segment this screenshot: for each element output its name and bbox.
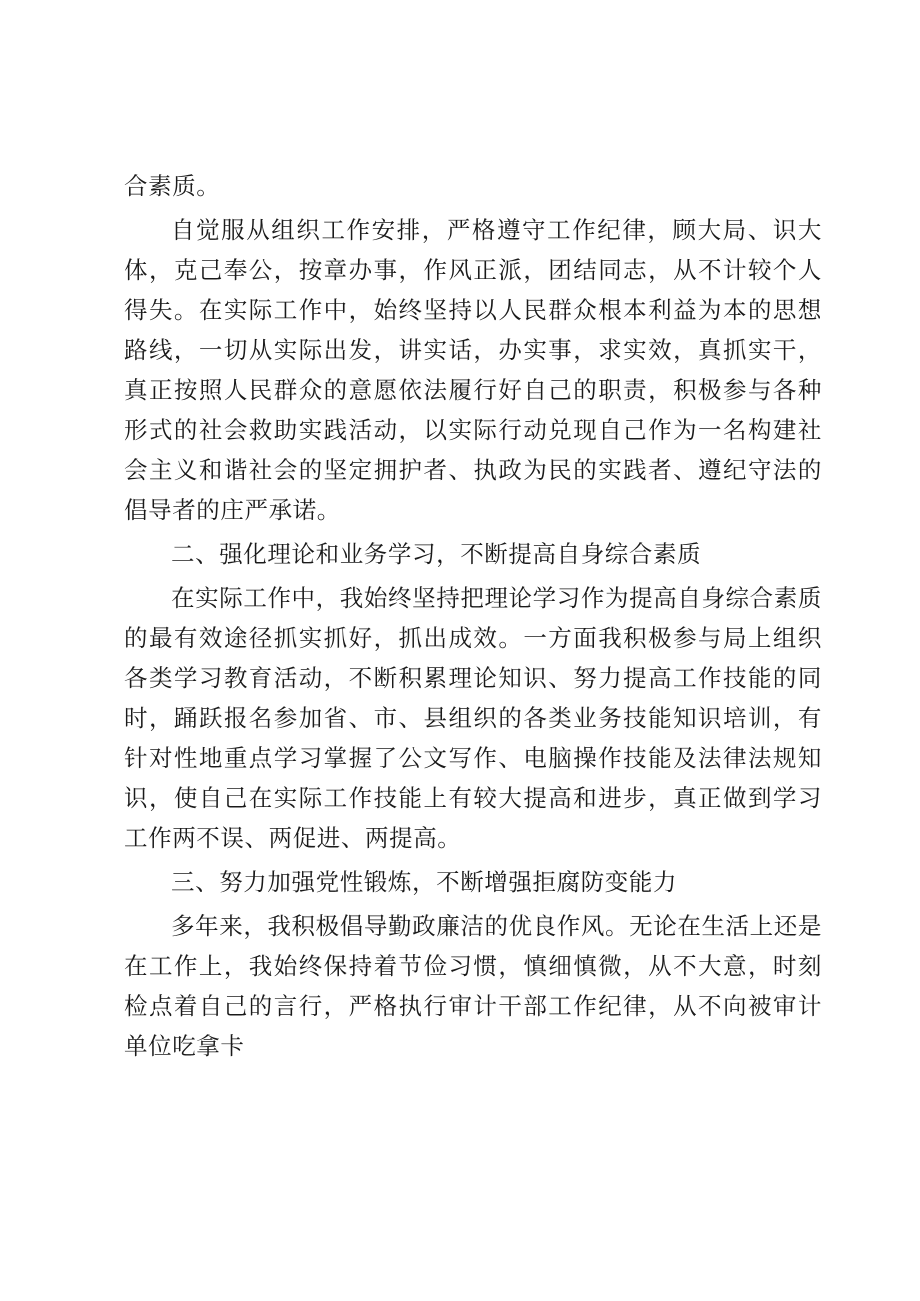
- paragraph-study: 在实际工作中，我始终坚持把理论学习作为提高自身综合素质的最有效途径抓实抓好，抓出成效。一方面我积极参与局上组织各类学习教育活动，不断积累理论知识、努力提高工作技能的同时，踊跃报名参加省、市、县组织的各类业务技能知识培训，有针对性地重点学习掌握了公文写作、电脑操作技能及法律法规知识，使自己在实际工作技能上有较大提高和进步，真正做到学习工作两不误、两促进、两提高。: [124, 584, 822, 852]
- document-body: [124, 166, 822, 1070]
- section-heading-three: 三、努力加强党性锻炼，不断增强拒腐防变能力: [171, 868, 678, 896]
- paragraph-integrity: 多年来，我积极倡导勤政廉洁的优良作风。无论在生活上还是在工作上，我始终保持着节俭习惯，慎细慎微，从不大意，时刻检点着自己的言行，严格执行审计干部工作纪律，从不向被审计单位吃拿卡: [124, 912, 822, 1060]
- paragraph-continuation: 合素质。: [124, 172, 221, 200]
- paragraph-discipline: 自觉服从组织工作安排，严格遵守工作纪律，顾大局、识大体，克己奉公，按章办事，作风正派，团结同志，从不计较个人得失。在实际工作中，始终坚持以人民群众根本利益为本的思想路线，一切从实际出发，讲实话，办实事，求实效，真抓实干，真正按照人民群众的意愿依法履行好自己的职责，积极参与各种形式的社会救助实践活动，以实际行动兑现自己作为一名构建社会主义和谐社会的坚定拥护者、执政为民的实践者、遵纪守法的倡导者的庄严承诺。: [124, 216, 822, 524]
- section-heading-two: 二、强化理论和业务学习，不断提高自身综合素质: [171, 540, 702, 568]
